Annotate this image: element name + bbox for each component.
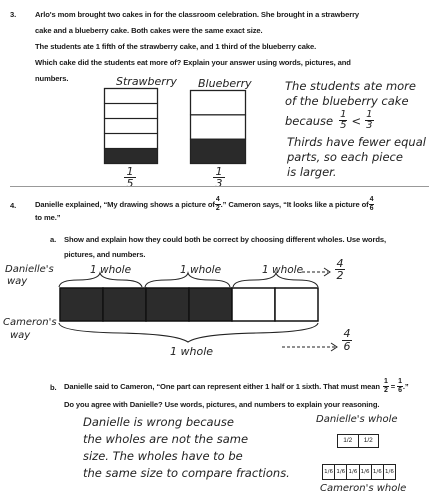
strawberry-part <box>105 119 158 134</box>
q3-because-word: because <box>285 113 334 128</box>
fraction-strip <box>59 287 319 323</box>
strip-part-empty <box>275 288 318 321</box>
camerons-whole-cell: 1/6 <box>347 465 359 479</box>
camerons-way-label-2: way <box>10 330 31 341</box>
camerons-way-label-1: Cameron's <box>3 317 57 328</box>
strawberry-label: Strawberry <box>116 75 177 88</box>
q4b-answer-line-2: the wholes are not the same <box>83 432 249 446</box>
strawberry-fraction: 1 5 <box>124 166 136 189</box>
q4-prompt-line-2: to me.” <box>35 213 61 222</box>
bottom-brace <box>59 323 318 342</box>
camerons-whole-label: Cameron's whole <box>320 483 407 494</box>
q3-prompt-line-2: cake and a blueberry cake. Both cakes were the same exact size. <box>35 26 263 35</box>
whole-label-2: 1 whole <box>180 264 222 276</box>
q3-less-than: < <box>351 113 362 128</box>
whole-label-1: 1 whole <box>90 264 132 276</box>
camerons-whole-cell: 1/6 <box>360 465 372 479</box>
strawberry-cake-drawing <box>104 88 158 164</box>
bottom-fraction-4-6: 4 6 <box>343 327 351 353</box>
strawberry-part <box>105 89 158 104</box>
camerons-whole-drawing <box>322 464 396 480</box>
q3-answer-fraction-rhs: $\frac{1}{3}$ <box>366 109 373 131</box>
brace-1 <box>59 273 142 287</box>
q4-fraction-4-6: $\frac{4}{6}$ <box>369 196 374 212</box>
blueberry-label: Blueberry <box>198 77 252 90</box>
blueberry-eaten-part <box>191 139 246 163</box>
strawberry-part <box>105 134 158 149</box>
q3-answer-line-2: of the blueberry cake <box>285 94 409 108</box>
danielles-whole-drawing <box>337 434 379 448</box>
q4-number: 4. <box>10 201 17 210</box>
danielles-whole-label: Danielle's whole <box>316 414 398 425</box>
camerons-whole-cell: 1/6 <box>385 469 394 475</box>
blueberry-part <box>191 91 246 115</box>
q3-number: 3. <box>10 10 17 19</box>
strawberry-eaten-part <box>105 149 158 164</box>
q4b-answer-line-3: size. The wholes have to be <box>83 449 243 463</box>
q3-prompt-line-1: Arlo's mom brought two cakes in for the classroom celebration. She brought in a strawberry <box>35 10 360 19</box>
q3-answer-fraction-lhs: $\frac{1}{5}$ <box>340 109 347 131</box>
blueberry-part <box>191 115 246 139</box>
camerons-whole-cell: 1/6 <box>335 465 347 479</box>
strip-part-empty <box>232 288 275 321</box>
q4b-letter: b. <box>50 383 57 392</box>
blueberry-fraction: 1 3 <box>213 166 225 189</box>
q4b-eq-lhs: $\frac{1}{2}$ <box>383 378 388 394</box>
q3-answer-line-3 <box>285 110 374 131</box>
strip-part-shaded <box>103 288 146 321</box>
brace-3 <box>233 273 318 287</box>
q4-prompt-line-1: Danielle explained, “My drawing shows a picture of $\frac{4}{2}$ .” Cameron says, “It looks like a picture of $\frac{4}{6}$ <box>35 196 374 212</box>
q4a-prompt-line-1: Show and explain how they could both be correct by choosing different wholes. Use words, <box>64 235 386 244</box>
q4-fraction-4-2: $\frac{4}{2}$ <box>215 196 220 212</box>
top-fraction-4-2: 4 2 <box>336 257 344 282</box>
q4a-letter: a. <box>50 235 57 244</box>
strawberry-part <box>105 104 158 119</box>
danielles-way-label-2: way <box>7 276 28 287</box>
danielles-whole-cell: 1/2 <box>363 437 373 444</box>
q4b-answer-line-1: Danielle is wrong because <box>83 415 234 429</box>
q3-prompt-line-3: The students ate 1 fifth of the strawberry cake, and 1 third of the blueberry cake. <box>35 42 317 51</box>
danielles-way-label-1: Danielle's <box>5 264 54 275</box>
strip-part-shaded <box>146 288 189 321</box>
q3-reason-line-2: parts, so each piece <box>287 150 403 164</box>
q4b-prompt-line-1: Danielle said to Cameron, “One part can represent either 1 half or 1 sixth. That must mean $\frac{1}{2}$ = $\frac{1}{6}$ .” <box>64 378 409 394</box>
q4b-prompt-line-2: Do you agree with Danielle? Use words, pictures, and numbers to explain your reasoning. <box>64 400 380 409</box>
camerons-whole-cell: 1/6 <box>372 465 384 479</box>
whole-label-3: 1 whole <box>262 264 304 276</box>
q4b-eq-rhs: $\frac{1}{6}$ <box>398 378 402 394</box>
strip-part-shaded <box>60 288 103 321</box>
camerons-whole-cell: 1/6 <box>323 465 335 479</box>
strip-part-shaded <box>189 288 232 321</box>
danielles-whole-cell: 1/2 <box>338 435 359 447</box>
q3-answer-line-1: The students ate more <box>285 79 416 93</box>
blueberry-cake-drawing <box>190 90 246 164</box>
bottom-whole-label: 1 whole <box>170 345 214 358</box>
section-divider <box>10 186 429 187</box>
q3-prompt-line-4: Which cake did the students eat more of? Explain your answer using words, pictures, and <box>35 58 351 67</box>
q4a-prompt-line-2: pictures, and numbers. <box>64 250 146 259</box>
q3-reason-line-3: is larger. <box>287 165 337 179</box>
q3-prompt-line-5: numbers. <box>35 74 69 83</box>
brace-2 <box>145 273 230 287</box>
q4b-answer-line-4: the same size to compare fractions. <box>83 466 290 480</box>
q3-reason-line-1: Thirds have fewer equal <box>287 135 426 149</box>
